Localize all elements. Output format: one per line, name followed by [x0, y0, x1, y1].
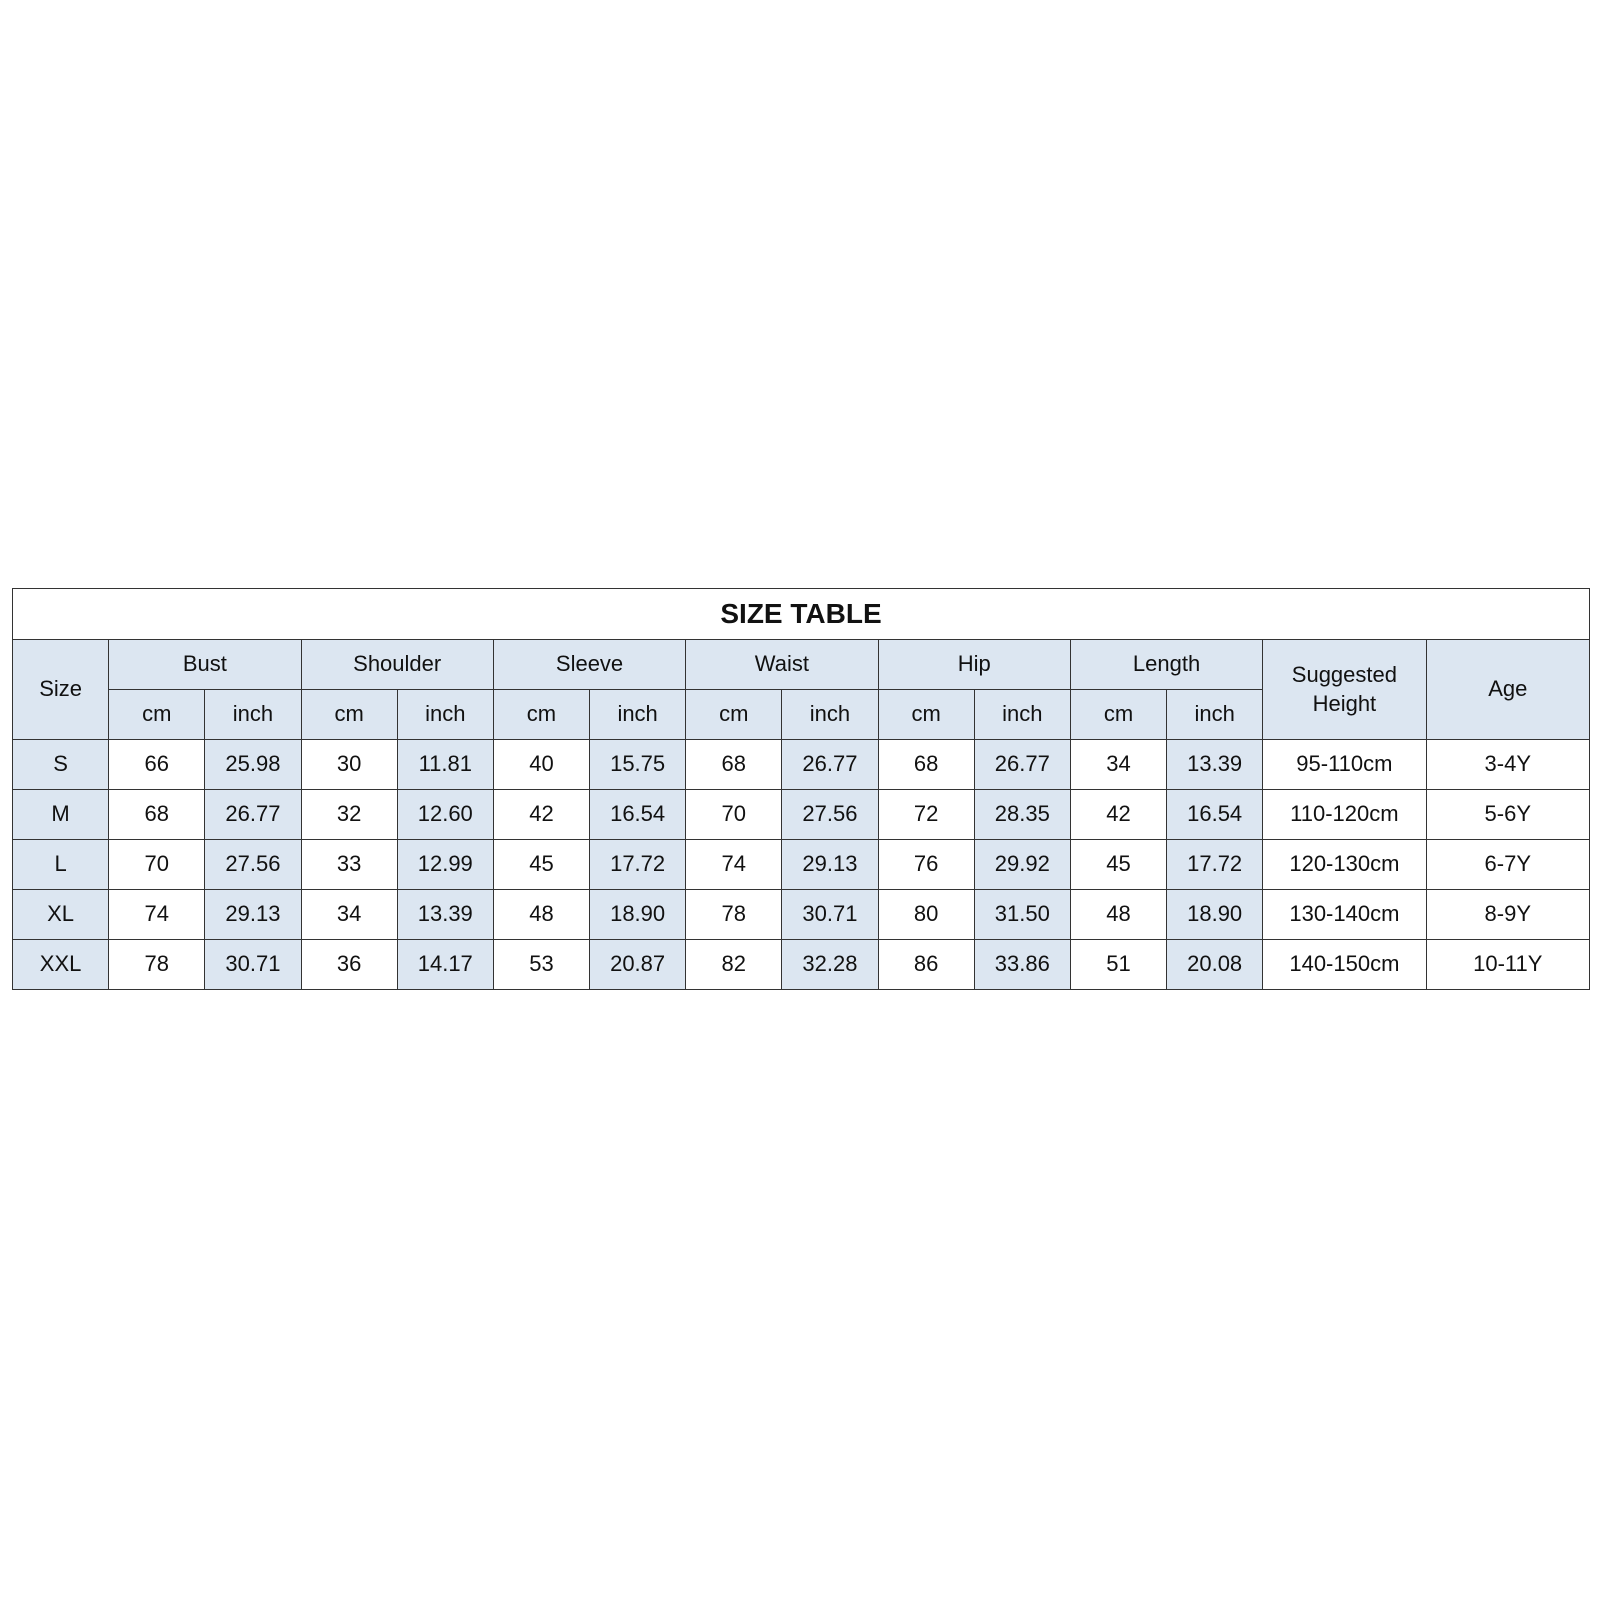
cm-value-cell: 34	[301, 890, 397, 940]
cm-value-cell: 76	[878, 840, 974, 890]
unit-cm-header: cm	[686, 690, 782, 740]
unit-inch-header: inch	[782, 690, 878, 740]
inch-value-cell: 29.13	[782, 840, 878, 890]
table-row	[13, 940, 1590, 990]
cm-value-cell: 48	[1070, 890, 1166, 940]
cm-value-cell: 66	[109, 740, 205, 790]
inch-value-cell: 18.90	[1167, 890, 1263, 940]
cm-value-cell: 45	[493, 840, 589, 890]
unit-cm-header: cm	[878, 690, 974, 740]
age-cell: 8-9Y	[1426, 890, 1589, 940]
inch-value-cell: 17.72	[590, 840, 686, 890]
inch-value-cell: 25.98	[205, 740, 301, 790]
size-cell: L	[13, 840, 109, 890]
header-waist: Waist	[686, 640, 878, 690]
cm-value-cell: 68	[878, 740, 974, 790]
header-sleeve: Sleeve	[493, 640, 685, 690]
inch-value-cell: 29.13	[205, 890, 301, 940]
cm-value-cell: 30	[301, 740, 397, 790]
suggested-height-cell: 140-150cm	[1263, 940, 1426, 990]
table-row	[13, 890, 1590, 940]
header-suggested-height	[1263, 640, 1426, 740]
inch-value-cell: 32.28	[782, 940, 878, 990]
cm-value-cell: 42	[1070, 790, 1166, 840]
cm-value-cell: 80	[878, 890, 974, 940]
age-cell: 3-4Y	[1426, 740, 1589, 790]
size-cell: XXL	[13, 940, 109, 990]
age-cell: 5-6Y	[1426, 790, 1589, 840]
header-length: Length	[1070, 640, 1262, 690]
cm-value-cell: 32	[301, 790, 397, 840]
inch-value-cell: 26.77	[782, 740, 878, 790]
size-cell: M	[13, 790, 109, 840]
inch-value-cell: 12.99	[397, 840, 493, 890]
unit-cm-header: cm	[109, 690, 205, 740]
cm-value-cell: 34	[1070, 740, 1166, 790]
inch-value-cell: 31.50	[974, 890, 1070, 940]
header-age: Age	[1426, 640, 1589, 740]
unit-inch-header: inch	[974, 690, 1070, 740]
suggested-height-cell: 130-140cm	[1263, 890, 1426, 940]
unit-cm-header: cm	[1070, 690, 1166, 740]
header-hip: Hip	[878, 640, 1070, 690]
table-row	[13, 790, 1590, 840]
header-suggested-height-line1: Suggested	[1291, 661, 1397, 687]
inch-value-cell: 13.39	[1167, 740, 1263, 790]
cm-value-cell: 74	[109, 890, 205, 940]
inch-value-cell: 30.71	[205, 940, 301, 990]
cm-value-cell: 78	[109, 940, 205, 990]
inch-value-cell: 30.71	[782, 890, 878, 940]
unit-cm-header: cm	[493, 690, 589, 740]
inch-value-cell: 28.35	[974, 790, 1070, 840]
inch-value-cell: 27.56	[782, 790, 878, 840]
inch-value-cell: 16.54	[590, 790, 686, 840]
cm-value-cell: 45	[1070, 840, 1166, 890]
cm-value-cell: 48	[493, 890, 589, 940]
age-cell: 6-7Y	[1426, 840, 1589, 890]
cm-value-cell: 33	[301, 840, 397, 890]
inch-value-cell: 27.56	[205, 840, 301, 890]
cm-value-cell: 70	[109, 840, 205, 890]
cm-value-cell: 53	[493, 940, 589, 990]
inch-value-cell: 26.77	[974, 740, 1070, 790]
size-cell: S	[13, 740, 109, 790]
cm-value-cell: 86	[878, 940, 974, 990]
header-size: Size	[13, 640, 109, 740]
cm-value-cell: 40	[493, 740, 589, 790]
inch-value-cell: 33.86	[974, 940, 1070, 990]
table-title: SIZE TABLE	[13, 589, 1590, 640]
size-cell: XL	[13, 890, 109, 940]
suggested-height-cell: 120-130cm	[1263, 840, 1426, 890]
inch-value-cell: 18.90	[590, 890, 686, 940]
header-bust: Bust	[109, 640, 301, 690]
inch-value-cell: 20.08	[1167, 940, 1263, 990]
inch-value-cell: 26.77	[205, 790, 301, 840]
cm-value-cell: 68	[686, 740, 782, 790]
cm-value-cell: 78	[686, 890, 782, 940]
inch-value-cell: 16.54	[1167, 790, 1263, 840]
inch-value-cell: 12.60	[397, 790, 493, 840]
table-row	[13, 740, 1590, 790]
inch-value-cell: 13.39	[397, 890, 493, 940]
size-table	[12, 588, 1590, 990]
inch-value-cell: 14.17	[397, 940, 493, 990]
suggested-height-cell: 95-110cm	[1263, 740, 1426, 790]
cm-value-cell: 82	[686, 940, 782, 990]
cm-value-cell: 68	[109, 790, 205, 840]
inch-value-cell: 15.75	[590, 740, 686, 790]
cm-value-cell: 74	[686, 840, 782, 890]
unit-inch-header: inch	[590, 690, 686, 740]
inch-value-cell: 20.87	[590, 940, 686, 990]
header-shoulder: Shoulder	[301, 640, 493, 690]
cm-value-cell: 70	[686, 790, 782, 840]
cm-value-cell: 42	[493, 790, 589, 840]
header-suggested-height-line2: Height	[1312, 690, 1377, 716]
inch-value-cell: 11.81	[397, 740, 493, 790]
suggested-height-cell: 110-120cm	[1263, 790, 1426, 840]
age-cell: 10-11Y	[1426, 940, 1589, 990]
unit-cm-header: cm	[301, 690, 397, 740]
header-row-groups	[13, 640, 1590, 690]
unit-inch-header: inch	[205, 690, 301, 740]
cm-value-cell: 72	[878, 790, 974, 840]
title-row	[13, 589, 1590, 640]
table-row	[13, 840, 1590, 890]
unit-inch-header: inch	[397, 690, 493, 740]
size-table-container	[12, 588, 1590, 990]
inch-value-cell: 29.92	[974, 840, 1070, 890]
inch-value-cell: 17.72	[1167, 840, 1263, 890]
unit-inch-header: inch	[1167, 690, 1263, 740]
cm-value-cell: 36	[301, 940, 397, 990]
cm-value-cell: 51	[1070, 940, 1166, 990]
